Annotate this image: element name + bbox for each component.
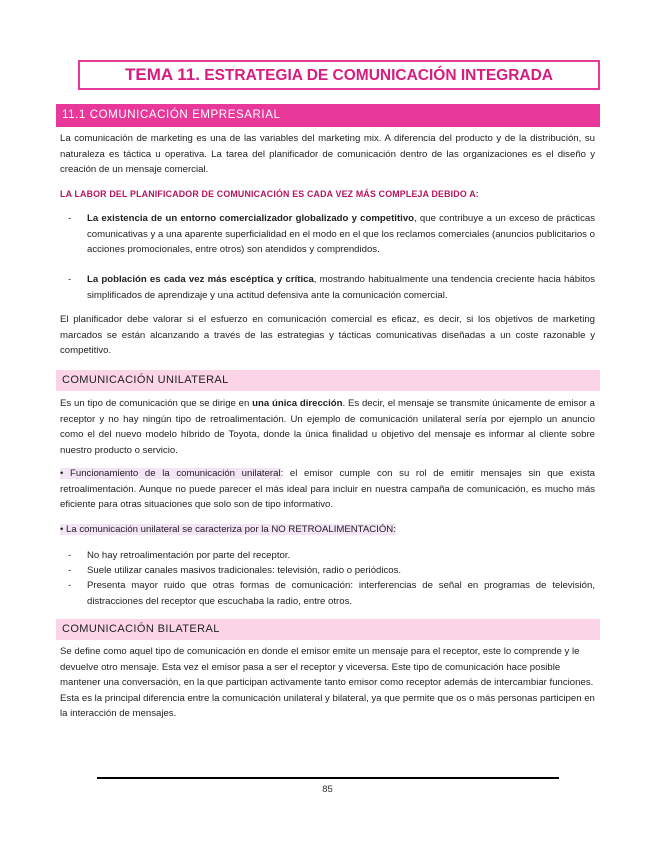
list-item-text: , que contribuye a un exceso de prácticas comunicativas y a una aparente superficialidad en el modo en el que los reclamos comerciales (anuncios publicitarios o acciones promocionales, entre otros) son atendidos y comprendidos. (87, 213, 595, 255)
list-item (60, 563, 595, 579)
unilateral-paragraph (60, 396, 595, 458)
uni-pre: Es un tipo de comunicación que se dirige en (60, 398, 253, 409)
intro-paragraph: La comunicación de marketing es una de las variables del marketing mix. A diferencia del producto y de la distribución, su naturaleza es táctica u operativa. La tarea del planificador de comunicación dentro de las organizaciones es el diseño y creación de un mensaje comercial. (60, 133, 595, 175)
bilateral-heading: COMUNICACIÓN BILATERAL (56, 619, 600, 640)
page-number: 85 (322, 784, 333, 795)
list-item (60, 211, 595, 258)
caps-heading: LA LABOR DEL PLANIFICADOR DE COMUNICACIÓN ES CADA VEZ MÁS COMPLEJA DEBIDO A: (60, 189, 479, 199)
list-dash: - (68, 550, 72, 561)
list-item-bold: La población es cada vez más escéptica y crítica (87, 274, 314, 285)
list-dash: - (68, 580, 72, 591)
list-item (60, 272, 595, 303)
page-title (78, 60, 600, 90)
list-item (60, 578, 595, 609)
list-dash: - (68, 565, 72, 576)
list-item (60, 548, 595, 564)
list-dash: - (68, 274, 72, 285)
unilateral-function-paragraph (60, 466, 595, 513)
section-heading: 11.1 COMUNICACIÓN EMPRESARIAL (56, 104, 600, 127)
uni-bold: una única dirección (252, 398, 343, 409)
list-item-bold: La existencia de un entorno comercializador globalizado y competitivo (87, 213, 415, 224)
list-dash: - (68, 213, 72, 224)
bilateral-paragraph: Se define como aquel tipo de comunicación en donde el emisor emite un mensaje para el receptor, este lo comprende y le devuelve otro mensaje. Esta vez el emisor pasa a ser el receptor y viceversa. Este tipo de comunicación hace posible mantener una conversación, en la que participan activamente tanto emisor como receptor además de intercambiar funciones. Esta es la principal diferencia entre la comunicación unilateral y bilateral, ya que permite que os o más personas participen en la interacción de mensajes. (60, 646, 595, 719)
title-number: TEMA 11. (124, 65, 200, 84)
list-item-text: Suele utilizar canales masivos tradicionales: televisión, radio o periódicos. (87, 565, 402, 576)
list-item-text: No hay retroalimentación por parte del receptor. (87, 550, 291, 561)
uni-function-highlight: • Funcionamiento de la comunicación unilateral (60, 468, 281, 479)
footer-divider (97, 777, 559, 779)
unilateral-heading: COMUNICACIÓN UNILATERAL (56, 370, 600, 391)
title-text: ESTRATEGIA DE COMUNICACIÓN INTEGRADA (199, 67, 553, 84)
list-item-text: Presenta mayor ruido que otras formas de comunicación: interferencias de señal en programas de televisión, distracciones del receptor que escuchaba la radio, entre otros. (87, 580, 595, 607)
uni-post: . Es decir, el mensaje se transmite únicamente de emisor a receptor y no hay ningún tipo de retroalimentación. Un ejemplo de comunicación unilateral sería por ejemplo un anuncio como el del nuevo modelo híbrido de Toyota, donde la única finalidad u objetivo del mensaje es informar al cliente sobre nuestro producto o servicio. (60, 398, 595, 456)
unilateral-feature-line (60, 522, 595, 538)
uni-function-text: : el emisor cumple con su rol de emitir mensajes sin que exista retroalimentación. Aunque no puede parecer el más ideal para incluir en nuestra campaña de comunicación, es mucho más eficiente para otras situaciones que solo son de tipo informativo. (60, 468, 595, 510)
list-item-text: , mostrando habitualmente una tendencia creciente hacia hábitos simplificados de aprendizaje y una actitud defensiva ante la comunicación comercial. (87, 274, 595, 301)
uni-feature-highlight: • La comunicación unilateral se caracteriza por la NO RETROALIMENTACIÓN: (60, 524, 396, 535)
planner-paragraph: El planificador debe valorar si el esfuerzo en comunicación comercial es eficaz, es decir, si los objetivos de marketing marcados se están alcanzando a través de las estrategias y tácticas comunicativas diseñadas a un coste razonable y competitivo. (60, 314, 595, 356)
